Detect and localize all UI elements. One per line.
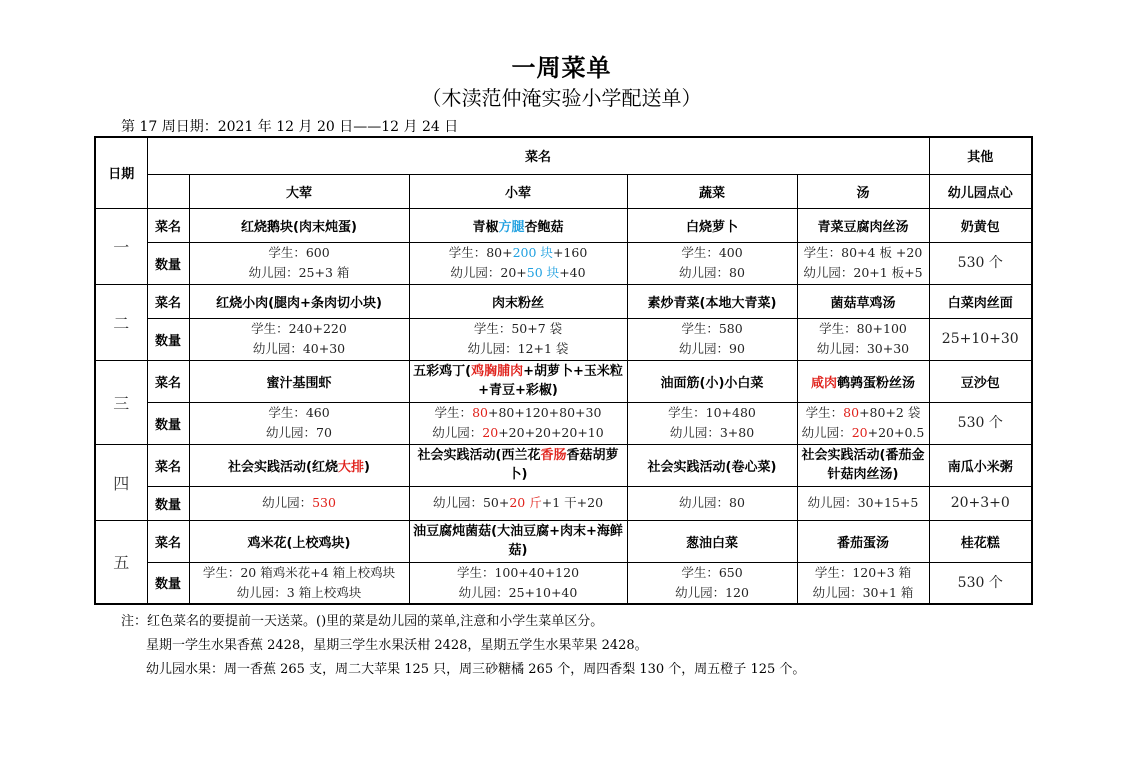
dish-cell: 社会实践活动(红烧大排) xyxy=(189,444,409,486)
qty-cell: 学生：100+40+120 幼儿园：25+10+40 xyxy=(409,562,627,604)
dish-cell: 南瓜小米粥 xyxy=(929,444,1032,486)
qty-cell: 学生：80+80+120+80+30 幼儿园：20+20+20+20+10 xyxy=(409,402,627,444)
dish-cell: 五彩鸡丁(鸡胸脯肉+胡萝卜+玉米粒+青豆+彩椒) xyxy=(409,360,627,402)
dish-cell: 番茄蛋汤 xyxy=(797,520,929,562)
qty-cell: 学生：80+100 幼儿园：30+30 xyxy=(797,318,929,360)
qty-cell: 学生：240+220 幼儿园：40+30 xyxy=(189,318,409,360)
day-label: 五 xyxy=(95,520,147,604)
day-label: 二 xyxy=(95,284,147,360)
qty-cell: 学生：80+200 块+160 幼儿园：20+50 块+40 xyxy=(409,242,627,284)
row-label-name: 菜名 xyxy=(147,208,189,242)
header-col-main-meat: 大荤 xyxy=(189,174,409,208)
dish-cell: 社会实践活动(卷心菜) xyxy=(627,444,797,486)
row-label-qty: 数量 xyxy=(147,318,189,360)
header-blank xyxy=(147,174,189,208)
row-label-qty: 数量 xyxy=(147,562,189,604)
note-line: 星期一学生水果香蕉 2428，星期三学生水果沃柑 2428，星期五学生水果苹果 2428。 xyxy=(146,638,648,653)
row-label-qty: 数量 xyxy=(147,486,189,520)
dish-cell: 红烧鹅块(肉末炖蛋) xyxy=(189,208,409,242)
dish-cell: 素炒青菜(本地大青菜) xyxy=(627,284,797,318)
dish-cell: 白烧萝卜 xyxy=(627,208,797,242)
qty-cell: 幼儿园：80 xyxy=(627,486,797,520)
page-title: 一周菜单 xyxy=(511,54,612,82)
dish-cell: 社会实践活动(番茄金针菇肉丝汤) xyxy=(797,444,929,486)
dish-cell: 鸡米花(上校鸡块) xyxy=(189,520,409,562)
dish-cell: 青椒方腿杏鲍菇 xyxy=(409,208,627,242)
date-line: 第 17 周日期：2021 年 12 月 20 日——12 月 24 日 xyxy=(121,119,459,135)
qty-cell: 学生：20 箱鸡米花+4 箱上校鸡块 幼儿园：3 箱上校鸡块 xyxy=(189,562,409,604)
row-label-qty: 数量 xyxy=(147,242,189,284)
header-date: 日期 xyxy=(95,137,147,208)
header-col-soup: 汤 xyxy=(797,174,929,208)
qty-cell: 幼儿园：530 xyxy=(189,486,409,520)
weekly-menu-table xyxy=(94,136,1033,605)
day-label: 四 xyxy=(95,444,147,520)
row-label-name: 菜名 xyxy=(147,520,189,562)
dish-cell: 红烧小肉(腿肉+条肉切小块) xyxy=(189,284,409,318)
qty-cell: 学生：80+80+2 袋 幼儿园：20+20+0.5 xyxy=(797,402,929,444)
qty-cell: 学生：460 幼儿园：70 xyxy=(189,402,409,444)
qty-cell: 幼儿园：50+20 斤+1 干+20 xyxy=(409,486,627,520)
qty-cell: 学生：600 幼儿园：25+3 箱 xyxy=(189,242,409,284)
dish-cell: 咸肉鹌鹑蛋粉丝汤 xyxy=(797,360,929,402)
qty-cell: 25+10+30 xyxy=(929,318,1032,360)
dish-cell: 奶黄包 xyxy=(929,208,1032,242)
qty-cell: 学生：400 幼儿园：80 xyxy=(627,242,797,284)
dish-cell: 油面筋(小)小白菜 xyxy=(627,360,797,402)
day-label: 三 xyxy=(95,360,147,444)
header-col-side-meat: 小荤 xyxy=(409,174,627,208)
dish-cell: 桂花糕 xyxy=(929,520,1032,562)
qty-cell: 学生：650 幼儿园：120 xyxy=(627,562,797,604)
dish-cell: 油豆腐炖菌菇(大油豆腐+肉末+海鲜菇) xyxy=(409,520,627,562)
qty-cell: 学生：120+3 箱 幼儿园：30+1 箱 xyxy=(797,562,929,604)
qty-cell: 幼儿园：30+15+5 xyxy=(797,486,929,520)
row-label-name: 菜名 xyxy=(147,284,189,318)
dish-cell: 社会实践活动(西兰花香肠香菇胡萝卜) xyxy=(409,444,627,486)
note-line: 幼儿园水果：周一香蕉 265 支，周二大苹果 125 只，周三砂糖橘 265 个，周四香梨 130 个，周五橙子 125 个。 xyxy=(146,662,806,677)
qty-cell: 学生：580 幼儿园：90 xyxy=(627,318,797,360)
qty-cell: 530 个 xyxy=(929,562,1032,604)
dish-cell: 青菜豆腐肉丝汤 xyxy=(797,208,929,242)
day-label: 一 xyxy=(95,208,147,284)
qty-cell: 20+3+0 xyxy=(929,486,1032,520)
header-dish-name: 菜名 xyxy=(147,137,929,174)
page-subtitle: （木渎范仲淹实验小学配送单） xyxy=(421,86,702,110)
dish-cell: 菌菇草鸡汤 xyxy=(797,284,929,318)
qty-cell: 530 个 xyxy=(929,402,1032,444)
dish-cell: 葱油白菜 xyxy=(627,520,797,562)
note-line: 注：红色菜名的要提前一天送菜。()里的菜是幼儿园的菜单,注意和小学生菜单区分。 xyxy=(121,614,604,629)
dish-cell: 蜜汁基围虾 xyxy=(189,360,409,402)
row-label-name: 菜名 xyxy=(147,360,189,402)
qty-cell: 学生：50+7 袋 幼儿园：12+1 袋 xyxy=(409,318,627,360)
dish-cell: 白菜肉丝面 xyxy=(929,284,1032,318)
header-other: 其他 xyxy=(929,137,1032,174)
dish-cell: 肉末粉丝 xyxy=(409,284,627,318)
qty-cell: 学生：80+4 板 +20 幼儿园：20+1 板+5 xyxy=(797,242,929,284)
row-label-qty: 数量 xyxy=(147,402,189,444)
qty-cell: 学生：10+480 幼儿园：3+80 xyxy=(627,402,797,444)
header-col-kindergarten-snack: 幼儿园点心 xyxy=(929,174,1032,208)
row-label-name: 菜名 xyxy=(147,444,189,486)
dish-cell: 豆沙包 xyxy=(929,360,1032,402)
notes xyxy=(121,610,805,682)
header-col-vegetable: 蔬菜 xyxy=(627,174,797,208)
qty-cell: 530 个 xyxy=(929,242,1032,284)
